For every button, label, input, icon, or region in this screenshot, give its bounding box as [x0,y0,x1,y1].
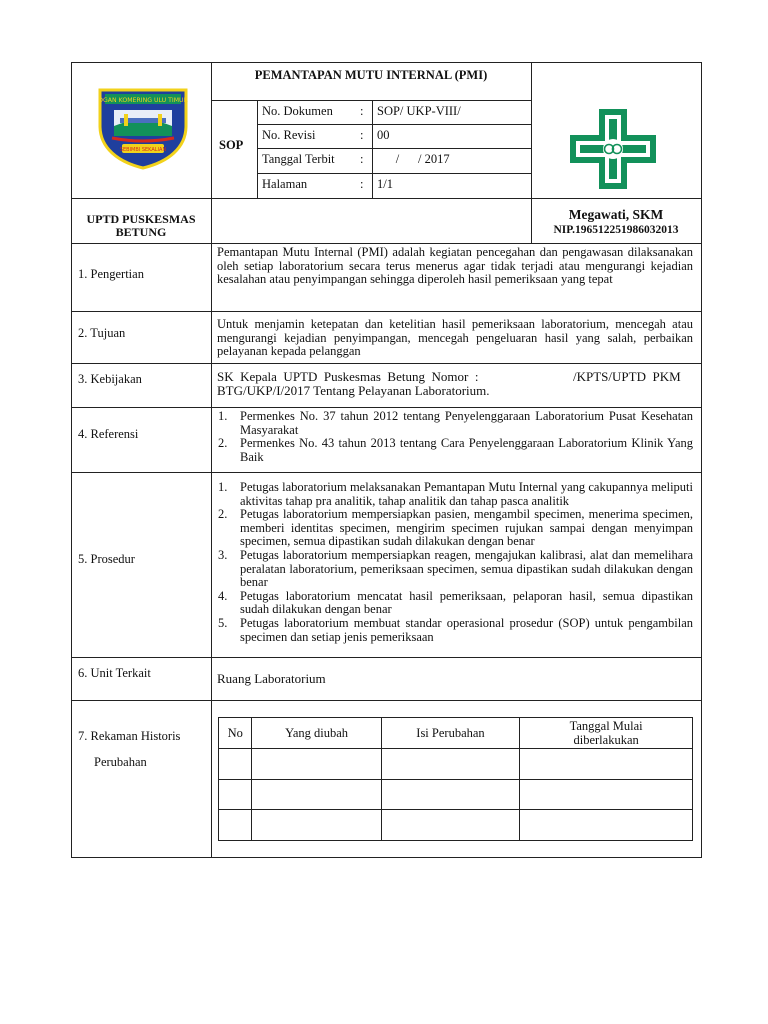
tujuan-label: 2. Tujuan [78,326,126,340]
regency-logo [96,86,190,170]
page-value: 1/1 [377,177,393,191]
prosedur-list [218,481,693,644]
list-item: 2. Petugas laboratorium mempersiapkan pasien, mengambil specimen, menerima specimen, memberi identitas specimen, mengirim specimen rujukan sampai dengan menyimpan specimen, semua dipastikan sudah dilakukan dengan benar [218,507,693,549]
list-item: 2. Permenkes No. 43 tahun 2013 tentang Cara Penyelenggaraan Laboratorium Klinik Yang Baik [218,436,693,464]
list-item: 4. Petugas laboratorium mencatat hasil pemeriksaan, pelaporan hasil, semua dipastikan sudah dilakukan dengan benar [218,588,693,617]
table-row [219,749,693,780]
referensi-list [218,410,693,464]
logo-text-bottom: SEBIMBI SEKALIAN [119,147,167,153]
sop-label: SOP [219,138,244,152]
unit-terkait-text: Ruang Laboratorium [217,671,326,686]
kebijakan-line2: BTG/UKP/I/2017 Tentang Pelayanan Laboratorium. [217,383,490,398]
kebijakan-label: 3. Kebijakan [78,372,142,386]
col-header-tanggal: Tanggal Mulai diberlakukan [520,718,693,749]
table-header-row [219,718,693,749]
puskesmas-logo [567,107,659,191]
doc-number-label: No. Dokumen [262,104,333,118]
signer-nip: NIP.196512251986032013 [553,224,679,236]
issue-date-sep: : [360,152,364,166]
list-item: 1. Permenkes No. 37 tahun 2012 tentang Penyelenggaraan Laboratorium Pusat Kesehatan Masyarakat [218,409,693,437]
pengertian-label: 1. Pengertian [78,267,144,281]
document-title: PEMANTAPAN MUTU INTERNAL (PMI) [254,68,488,82]
org-name-line1: UPTD PUSKESMAS [86,212,196,226]
logo-text-top: OGAN KOMERING ULU TIMUR [98,97,188,104]
issue-date-value: / / 2017 [377,152,450,166]
revision-value: 00 [377,128,390,142]
list-item: 1. Petugas laboratorium melaksanakan Pemantapan Mutu Internal yang cakupannya meliputi aktivitas tahap pra analitik, tahap analitik dan tahap pasca analitik [218,480,693,508]
page-sep: : [360,177,364,191]
unit-terkait-label: 6. Unit Terkait [78,666,151,680]
prosedur-label: 5. Prosedur [78,552,135,566]
col-header-yang-diubah: Yang diubah [252,718,381,749]
org-name-line2: BETUNG [115,225,167,239]
rekaman-label-line1: 7. Rekaman Historis [78,729,181,743]
col-header-no: No [219,718,252,749]
list-item: 5. Petugas laboratorium membuat standar operasional prosedur (SOP) untuk pengambilan specimen dan setiap jenis pemeriksaan [218,615,693,644]
revision-label: No. Revisi [262,128,316,142]
table-row [219,780,693,810]
revision-sep: : [360,128,364,142]
pengertian-text: Pemantapan Mutu Internal (PMI) adalah kegiatan pencegahan dan pengawasan dilaksanakan oleh setiap laboratorium secara terus menerus agar tidak terjadi atau mengurangi kejadian kesalahan atau penyimpangan sehingga diperoleh hasil pemeriksaan yang tepat [217,245,693,287]
table-row [219,810,693,841]
rekaman-label-line2: Perubahan [94,755,147,769]
issue-date-label: Tanggal Terbit [262,152,335,166]
history-table [218,717,693,841]
list-item: 3. Petugas laboratorium mempersiapkan reagen, mengajukan kalibrasi, alat dan memelihara peralatan laboratorium, pemeriksaan specimen, semua dipastikan sudah dilakukan dengan benar [218,547,693,590]
page-label: Halaman [262,177,308,191]
tujuan-text: Untuk menjamin ketepatan dan ketelitian hasil pemeriksaan laboratorium, mencegah atau mengurangi kejadian penyimpangan, mencegah pengeluaran hasil yang salah, perbaikan pelayanan kepada pelanggan [217,317,693,359]
kebijakan-line1-left: SK Kepala UPTD Puskesmas Betung Nomor : [217,369,479,384]
referensi-label: 4. Referensi [78,427,139,441]
doc-number-value: SOP/ UKP-VIII/ [377,104,461,118]
col-header-isi-perubahan: Isi Perubahan [381,718,520,749]
doc-number-sep: : [360,104,364,118]
signer-name: Megawati, SKM [568,207,664,222]
kebijakan-line1-right: /KPTS/UPTD PKM [573,369,681,384]
